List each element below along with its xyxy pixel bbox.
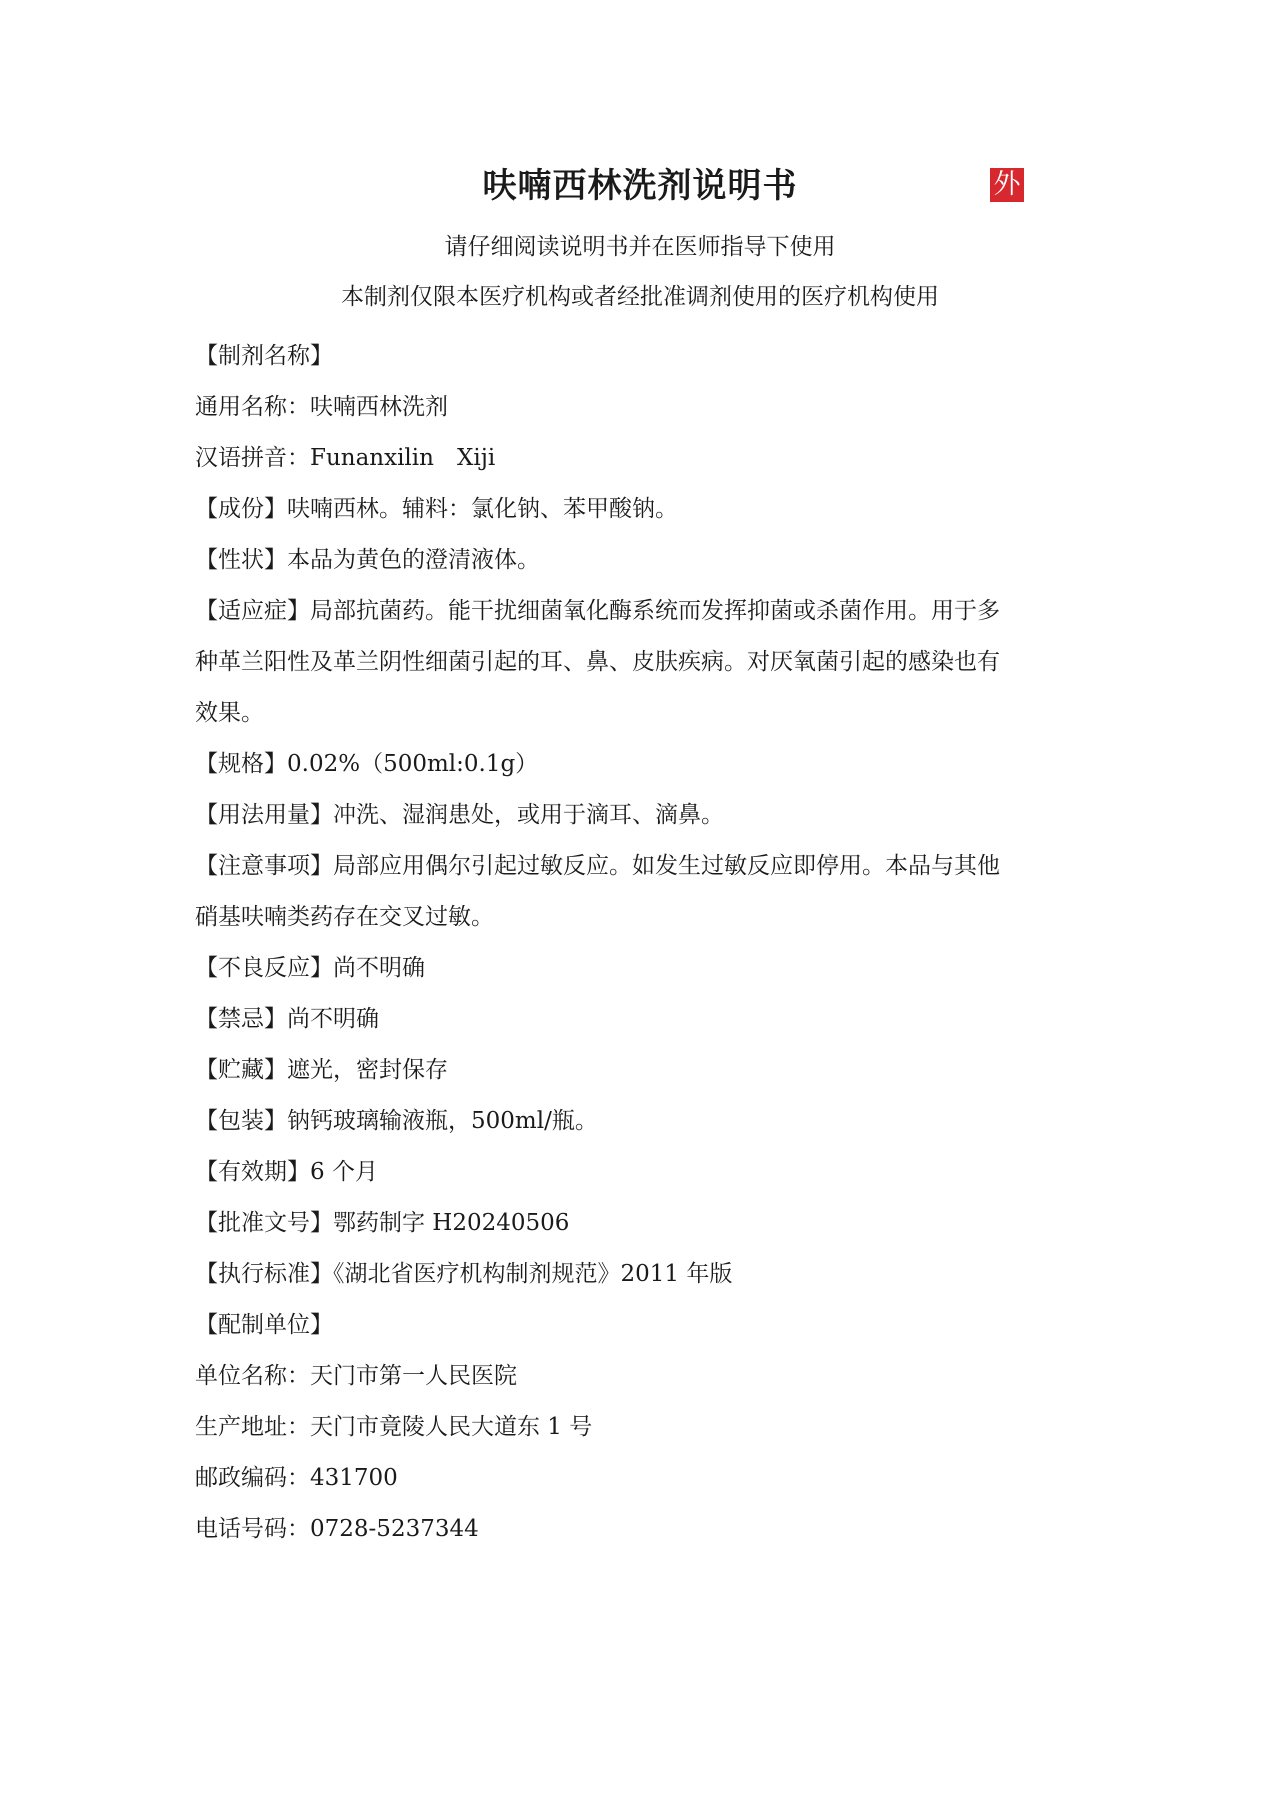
description-line: 【性状】本品为黄色的澄清液体。 — [195, 547, 540, 573]
document-body — [195, 331, 1095, 1555]
generic-name-line: 通用名称：呋喃西林洗剂 — [195, 394, 448, 420]
address-line: 生产地址：天门市竟陵人民大道东 1 号 — [195, 1414, 593, 1440]
adverse-reactions-line: 【不良反应】尚不明确 — [195, 955, 425, 981]
indications-line-2: 种革兰阳性及革兰阴性细菌引起的耳、鼻、皮肤疾病。对厌氧菌引起的感染也有 — [195, 649, 1000, 675]
ingredients-line: 【成份】呋喃西林。辅料：氯化钠、苯甲酸钠。 — [195, 496, 678, 522]
approval-number-line: 【批准文号】鄂药制字 H20240506 — [195, 1210, 570, 1236]
section-heading-preparation-name: 【制剂名称】 — [195, 343, 333, 369]
section-heading-manufacturer: 【配制单位】 — [195, 1312, 333, 1338]
contraindications-line: 【禁忌】尚不明确 — [195, 1006, 379, 1032]
external-use-badge: 外 — [990, 168, 1024, 202]
packaging-line: 【包装】钠钙玻璃输液瓶，500ml/瓶。 — [195, 1108, 598, 1134]
shelf-life-line: 【有效期】6 个月 — [195, 1159, 378, 1185]
precautions-line-1: 【注意事项】局部应用偶尔引起过敏反应。如发生过敏反应即停用。本品与其他 — [195, 853, 1000, 879]
pinyin-line: 汉语拼音：Funanxilin Xiji — [195, 445, 496, 471]
subtitle-read-carefully: 请仔细阅读说明书并在医师指导下使用 — [444, 234, 836, 260]
indications-line-1: 【适应症】局部抗菌药。能干扰细菌氧化酶系统而发挥抑菌或杀菌作用。用于多 — [195, 598, 1000, 624]
precautions-line-2: 硝基呋喃类药存在交叉过敏。 — [195, 904, 494, 930]
manufacturer-name-line: 单位名称：天门市第一人民医院 — [195, 1363, 517, 1389]
standard-line: 【执行标准】《湖北省医疗机构制剂规范》2011 年版 — [195, 1261, 733, 1287]
specification-line: 【规格】0.02%（500ml:0.1g） — [195, 751, 539, 777]
phone-line: 电话号码：0728-5237344 — [195, 1516, 479, 1542]
subtitle-usage-restriction: 本制剂仅限本医疗机构或者经批准调剂使用的医疗机构使用 — [341, 284, 939, 310]
document-title: 呋喃西林洗剂说明书 — [482, 166, 798, 206]
indications-line-3: 效果。 — [195, 700, 264, 726]
dosage-line: 【用法用量】冲洗、湿润患处，或用于滴耳、滴鼻。 — [195, 802, 724, 828]
postal-code-line: 邮政编码：431700 — [195, 1465, 398, 1491]
storage-line: 【贮藏】遮光，密封保存 — [195, 1057, 448, 1083]
